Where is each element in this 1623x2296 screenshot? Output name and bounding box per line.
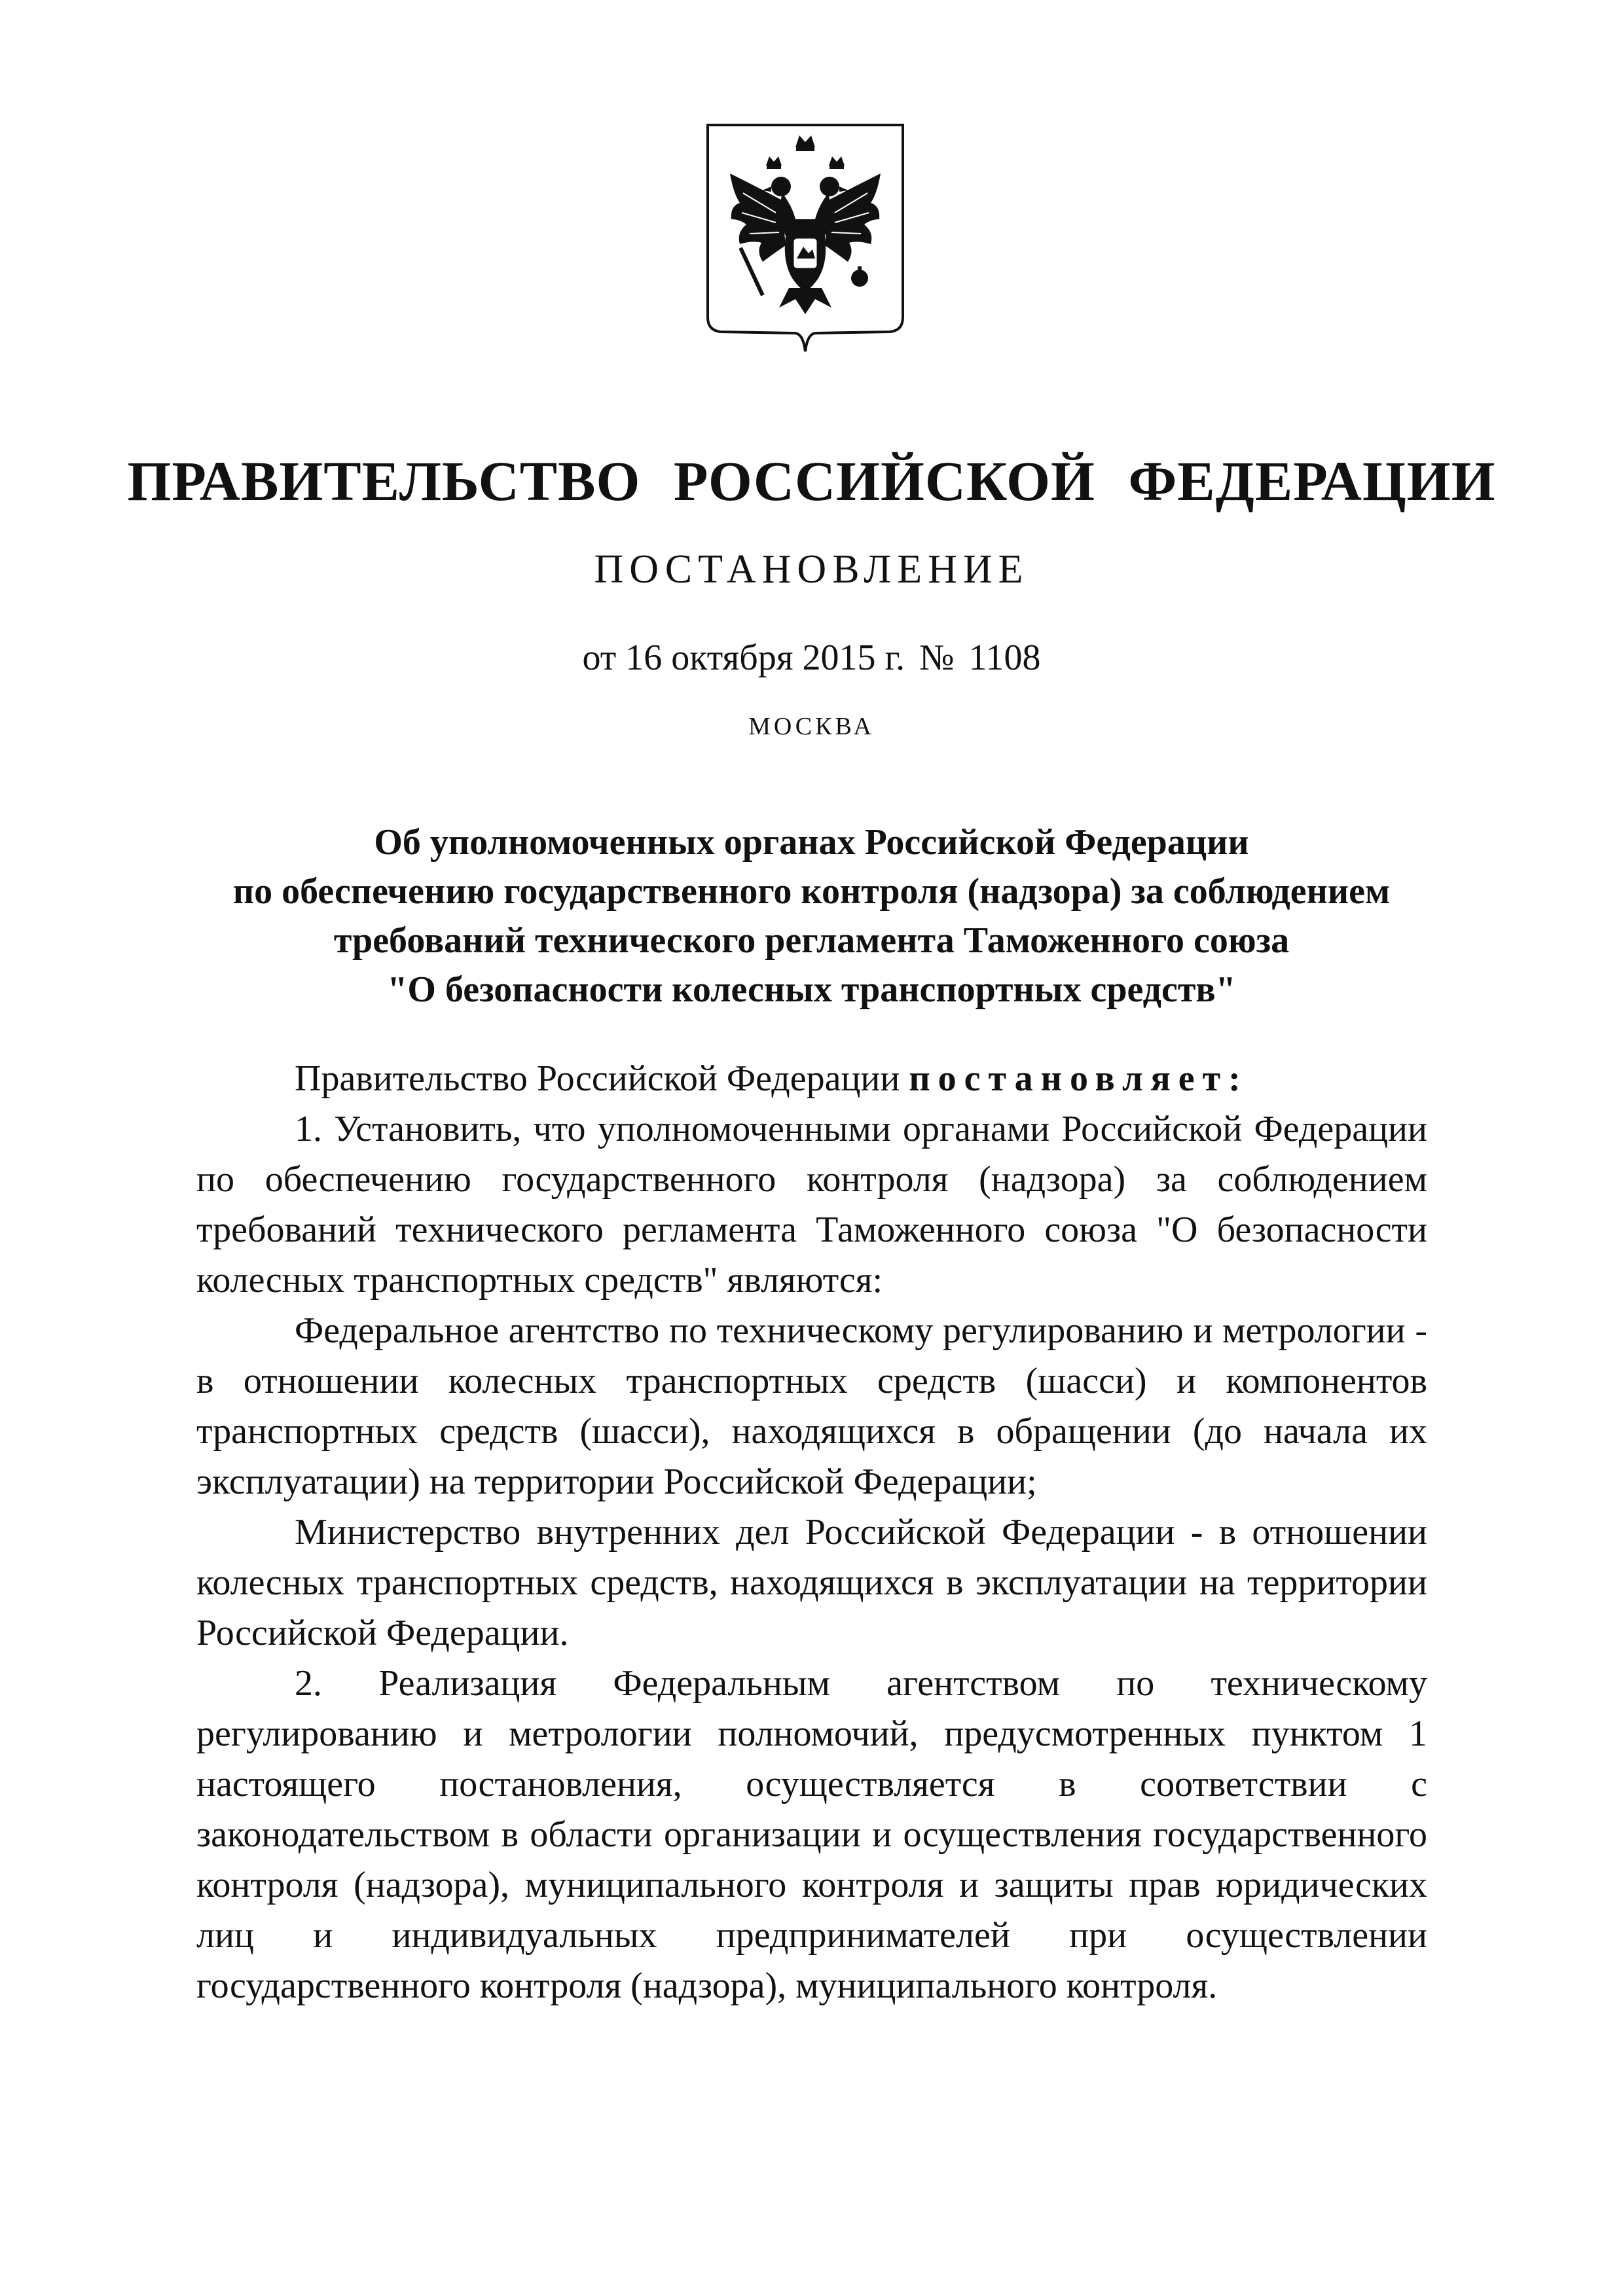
document-body [196,1054,1427,2011]
resolution-keyword: постановляет: [909,1058,1249,1099]
document-subject [164,818,1459,1014]
subject-line: по обеспечению государственного контроля (надзора) за соблюдением [232,871,1391,912]
paragraph-3: Министерство внутренних дел Российской Федерации - в отношении колесных транспортных средств, находящихся в эксплуатации на территории Российской Федерации. [196,1512,1427,1653]
document-number: 1108 [968,637,1041,678]
intro-prefix: Правительство Российской Федерации [295,1058,900,1099]
subject-line: "О безопасности колесных транспортных средств" [387,969,1236,1010]
document-date-line [0,632,1623,684]
document-date: от 16 октября 2015 г. [582,637,905,678]
paragraph-2: Федеральное агентство по техническому регулированию и метрологии - в отношении колесных транспортных средств (шасси) и компонентов транспортных средств (шасси), находящихся в обращении (до начала их эксплуатации) на территории Российской Федерации; [196,1310,1427,1502]
government-title: ПРАВИТЕЛЬСТВО РОССИЙСКОЙ ФЕДЕРАЦИИ [127,450,1496,512]
intro-paragraph [196,1054,1427,1104]
document-city: МОСКВА [748,713,875,740]
paragraph-4: 2. Реализация Федеральным агентством по техническому регулированию и метрологии полномочий, предусмотренных пунктом 1 настоящего постановления, осуществляется в соответствии с законодательством в области организации и осуществления государственного контроля (надзора), муниципального контроля и защиты прав юридических лиц и индивидуальных предпринимателей при осуществлении государственного контроля (надзора), муниципального контроля. [196,1663,1427,2006]
coat-of-arms-icon [704,121,907,357]
subject-line: Об уполномоченных органах Российской Федерации [374,822,1249,863]
document-type: ПОСТАНОВЛЕНИЕ [594,547,1029,592]
number-sign: № [919,637,955,678]
subject-line: требований технического регламента Таможенного союза [333,920,1290,961]
paragraph-1: 1. Установить, что уполномоченными органами Российской Федерации по обеспечению государственного контроля (надзора) за соблюдением требований технического регламента Таможенного союза "О безопасности колесных транспортных средств" являются: [196,1109,1427,1300]
